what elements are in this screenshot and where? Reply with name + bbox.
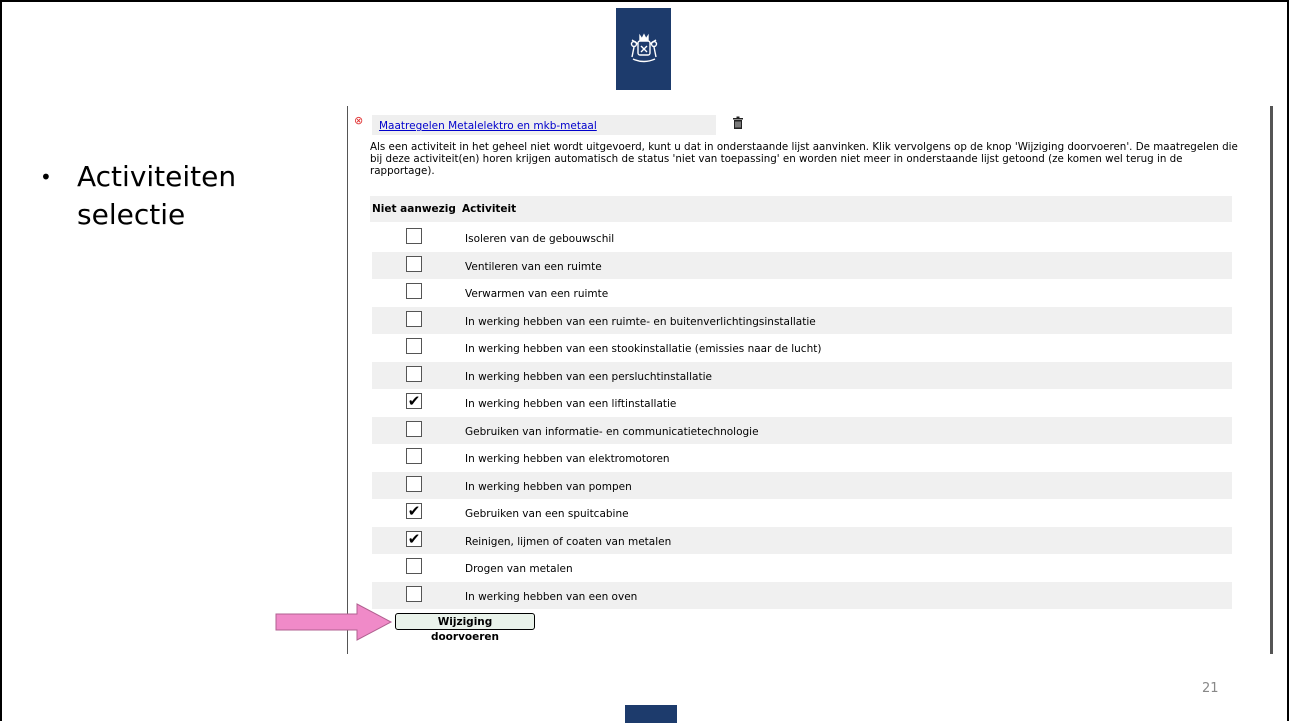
- table-row: [372, 279, 1232, 307]
- activity-checkbox[interactable]: [406, 586, 422, 602]
- instruction-text: Als een activiteit in het geheel niet wordt uitgevoerd, kunt u dat in onderstaande lijst aanvinken. Klik vervolgens op de knop 'Wijziging doorvoeren'. De maatregelen die bij deze activiteit(en) horen krijgen automatisch de status 'niet van toepassing' en worden niet meer in onderstaande lijst getoond (ze komen wel terug in de rapportage).: [370, 141, 1238, 177]
- activity-checkbox[interactable]: ✔: [407, 502, 421, 520]
- activity-checkbox[interactable]: [406, 228, 422, 244]
- measure-link[interactable]: Maatregelen Metalelektro en mkb-metaal: [379, 120, 597, 132]
- table-row: [372, 334, 1232, 362]
- activity-label: Reinigen, lijmen of coaten van metalen: [465, 535, 672, 548]
- activity-checkbox[interactable]: [406, 421, 422, 437]
- table-row: [372, 499, 1232, 527]
- activity-label: Isoleren van de gebouwschil: [465, 233, 615, 245]
- coat-of-arms-icon: [627, 32, 661, 66]
- table-row: [372, 389, 1232, 417]
- activity-checkbox[interactable]: ✔: [407, 392, 421, 410]
- trash-icon[interactable]: [732, 116, 744, 130]
- page-number: 21: [1202, 681, 1219, 696]
- activity-checkbox[interactable]: [406, 476, 422, 492]
- activity-checkbox[interactable]: [406, 448, 422, 464]
- activity-label: Verwarmen van een ruimte: [465, 288, 609, 300]
- panel-left-border: [347, 106, 348, 654]
- remove-circle-icon[interactable]: ⊗: [354, 114, 364, 127]
- table-row: [372, 307, 1232, 335]
- activity-label: In werking hebben van een ruimte- en buitenverlichtingsinstallatie: [465, 315, 816, 328]
- table-row: [372, 362, 1232, 390]
- activity-label: Gebruiken van een spuitcabine: [465, 508, 629, 520]
- activity-label: In werking hebben van een oven: [465, 590, 638, 603]
- table-row: [372, 224, 1232, 252]
- header-activiteit: Activiteit: [462, 203, 517, 215]
- table-row: [372, 444, 1232, 472]
- activity-label: Ventileren van een ruimte: [465, 260, 602, 273]
- bullet-dot: •: [40, 165, 52, 189]
- activity-label: In werking hebben van een persluchtinstallatie: [465, 370, 712, 383]
- activity-label: In werking hebben van pompen: [465, 480, 632, 493]
- activity-checkbox[interactable]: [406, 311, 422, 327]
- activity-checkbox[interactable]: [406, 558, 422, 574]
- bullet-text: Activiteiten selectie: [77, 160, 237, 231]
- header-niet-aanwezig: Niet aanwezig: [372, 203, 456, 215]
- table-row: [372, 417, 1232, 445]
- government-logo: [616, 8, 671, 90]
- activity-checkbox[interactable]: [406, 338, 422, 354]
- table-row: [372, 527, 1232, 555]
- table-row: [372, 472, 1232, 500]
- activity-label: In werking hebben van een stookinstallatie (emissies naar de lucht): [465, 343, 822, 355]
- activity-label: Drogen van metalen: [465, 563, 573, 575]
- table-row: [372, 554, 1232, 582]
- panel-scrollbar[interactable]: [1270, 106, 1273, 654]
- table-row: [372, 252, 1232, 280]
- logo-footer-block: [625, 705, 677, 723]
- activity-checkbox[interactable]: [406, 283, 422, 299]
- activity-checkbox[interactable]: [406, 256, 422, 272]
- activity-label: In werking hebben van elektromotoren: [465, 453, 670, 465]
- activity-label: In werking hebben van een liftinstallatie: [465, 398, 677, 410]
- pink-arrow-icon: [275, 602, 393, 642]
- activity-label: Gebruiken van informatie- en communicatietechnologie: [465, 425, 759, 438]
- apply-changes-button[interactable]: Wijziging doorvoeren: [395, 613, 535, 630]
- table-row: [372, 582, 1232, 610]
- activity-list: [372, 224, 1232, 609]
- activity-checkbox[interactable]: [406, 366, 422, 382]
- activity-checkbox[interactable]: ✔: [407, 529, 421, 548]
